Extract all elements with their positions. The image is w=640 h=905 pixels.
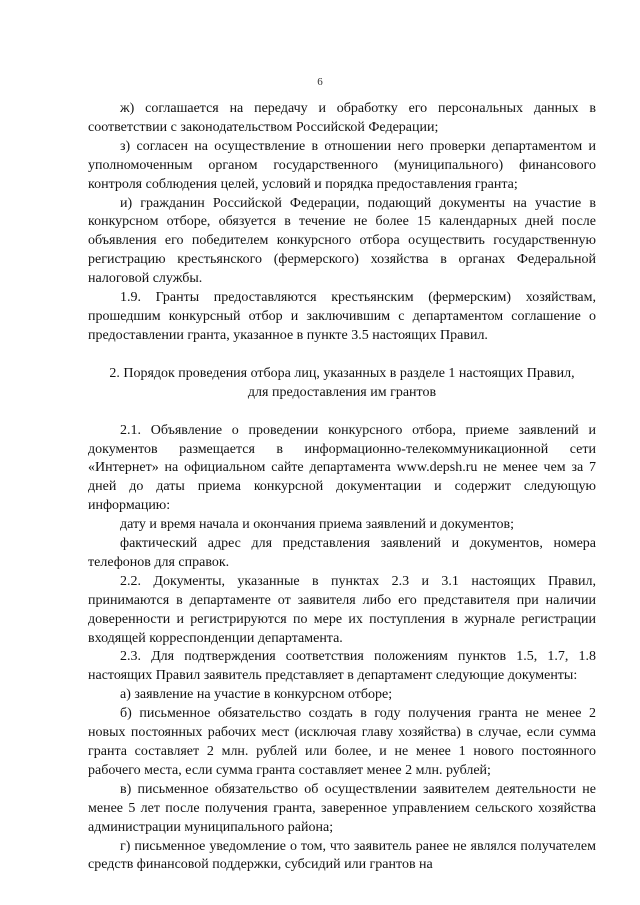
paragraph: дату и время начала и окончания приема заявлений и документов; [120, 517, 514, 533]
document-body [88, 100, 596, 875]
paragraph: з) согласен на осуществление в отношении него проверки департаментом и уполномоченным органом государственного (муниципального) финансового контроля соблюдения целей, условий и порядка предоставления гранта; [88, 138, 596, 192]
paragraph: б) письменное обязательство создать в году получения гранта не менее 2 новых постоянных рабочих мест (исключая главу хозяйства) в случае, если сумма гранта составляет 2 млн. рублей или более, и не менее 1 нового постоянного рабочего места, если сумма гранта составляет менее 2 млн. рублей; [88, 706, 596, 778]
paragraph: ж) соглашается на передачу и обработку его персональных данных в соответствии с законодательством Российской Федерации; [88, 101, 596, 135]
paragraph: г) письменное уведомление о том, что заявитель ранее не являлся получателем средств финансовой поддержки, субсидий или грантов на [88, 838, 596, 873]
paragraph: 2.2. Документы, указанные в пунктах 2.3 и 3.1 настоящих Правил, принимаются в департаменте от заявителя либо его представителя при наличии доверенности и регистрируются по мере их поступления в журнале регистрации входящей корреспонденции департамента. [88, 573, 596, 646]
paragraph: 2.3. Для подтверждения соответствия положениям пунктов 1.5, 1.7, 1.8 настоящих Правил заявитель представляет в департамент следующие документы: [88, 649, 596, 684]
section-heading-line2: для предоставления им грантов [247, 384, 437, 400]
paragraph: 2.1. Объявление о проведении конкурсного отбора, приеме заявлений и документов размещается в информационно-телекоммуникационной сети «Интернет» на официальном сайте департамента www.depsh.ru не менее чем за 7 дней до даты приема конкурсной документации и содержит следующую информацию: [88, 422, 596, 514]
paragraph: в) письменное обязательство об осуществлении заявителем деятельности не менее 5 лет после получения гранта, заверенное управлением сельского хозяйства администрации муниципального района; [88, 781, 596, 835]
page-number: 6 [317, 76, 323, 88]
paragraph: фактический адрес для представления заявлений и документов, номера телефонов для справок. [88, 536, 596, 570]
section-heading-line1: 2. Порядок проведения отбора лиц, указанных в разделе 1 настоящих Правил, [109, 365, 575, 381]
paragraph: а) заявление на участие в конкурсном отборе; [120, 687, 393, 703]
section-heading [88, 365, 596, 403]
paragraph: 1.9. Гранты предоставляются крестьянским (фермерским) хозяйствам, прошедшим конкурсный отбор и заключившим с департаментом соглашение о предоставлении гранта, указанное в пункте 3.5 настоящих Правил. [88, 290, 596, 343]
paragraph: и) гражданин Российской Федерации, подающий документы на участие в конкурсном отборе, обязуется в течение не более 15 календарных дней после объявления его победителем конкурсного отбора осуществить государственную регистрацию крестьянского (фермерского) хозяйства в органах Федеральной налоговой службы. [88, 195, 596, 287]
